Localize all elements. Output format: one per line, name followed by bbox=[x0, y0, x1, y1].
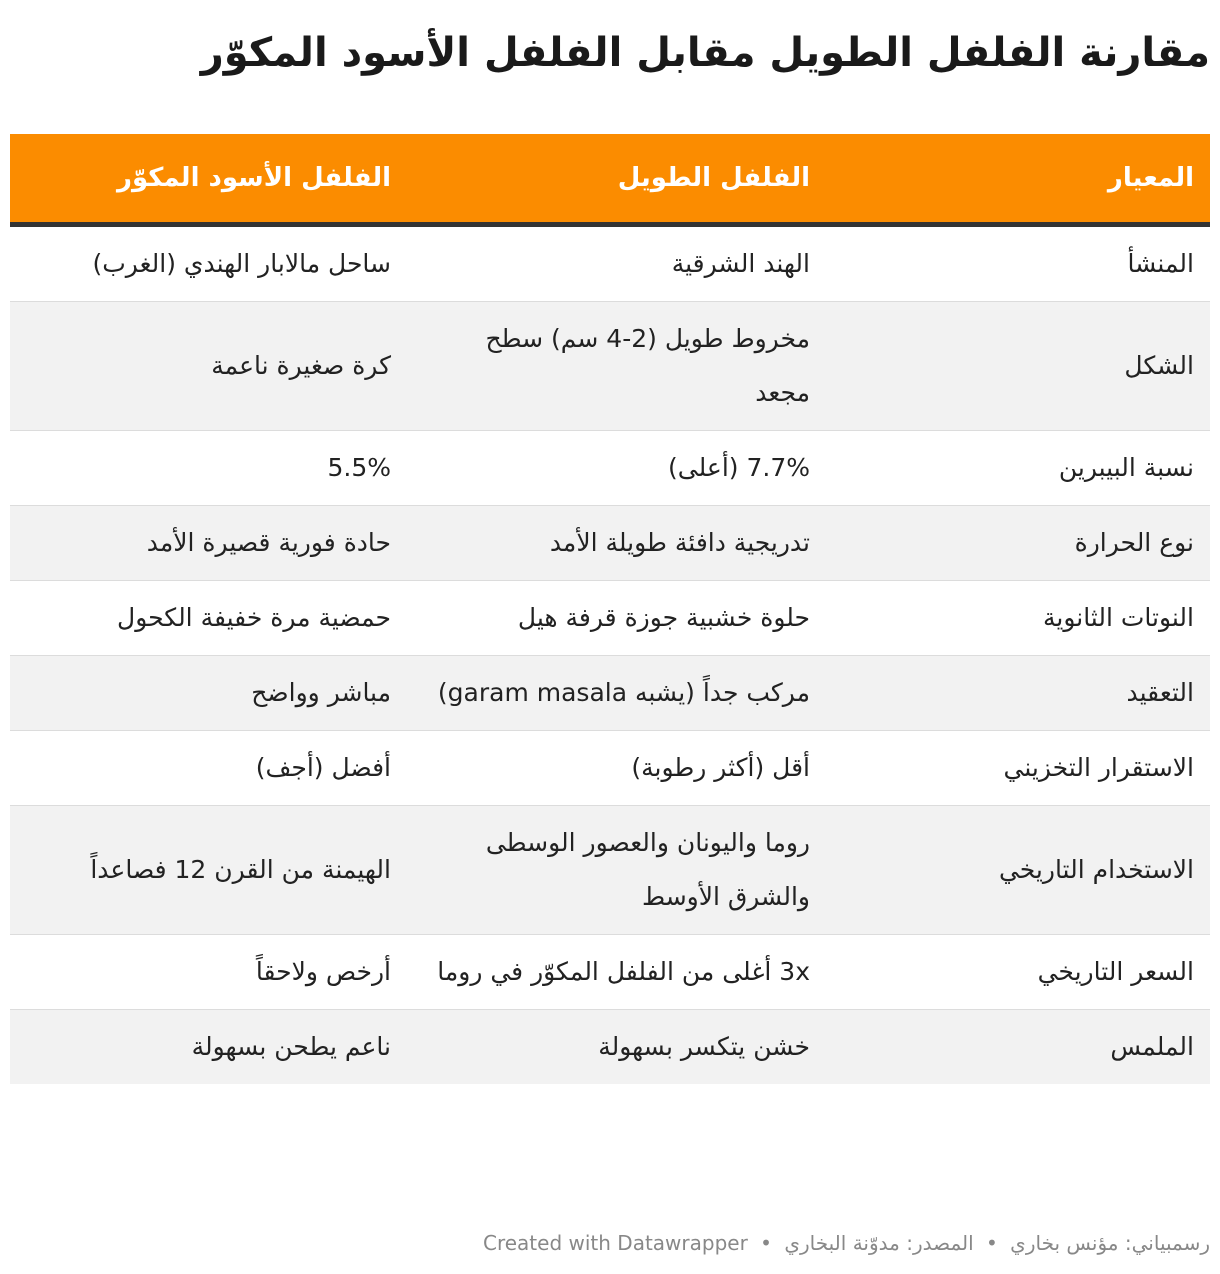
cell-long-pepper: مركب جداً (يشبه garam masala) bbox=[407, 656, 826, 731]
cell-criterion: النوتات الثانوية bbox=[826, 581, 1210, 656]
table-row bbox=[10, 302, 1210, 431]
table-row bbox=[10, 225, 1210, 302]
comparison-table bbox=[10, 134, 1210, 1084]
cell-black-pepper: حادة فورية قصيرة الأمد bbox=[10, 506, 407, 581]
cell-black-pepper: ناعم يطحن بسهولة bbox=[10, 1010, 407, 1085]
table-row bbox=[10, 431, 1210, 506]
cell-long-pepper: أقل (أكثر رطوبة) bbox=[407, 731, 826, 806]
cell-long-pepper: الهند الشرقية bbox=[407, 225, 826, 302]
table-row bbox=[10, 1010, 1210, 1085]
header-black-pepper: الفلفل الأسود المكوّر bbox=[10, 134, 407, 225]
cell-criterion: الشكل bbox=[826, 302, 1210, 431]
table-row bbox=[10, 731, 1210, 806]
header-long-pepper: الفلفل الطويل bbox=[407, 134, 826, 225]
header-criterion: المعيار bbox=[826, 134, 1210, 225]
footer-source: المصدر: مدوّنة البخاري bbox=[784, 1231, 974, 1255]
footer-separator: • bbox=[986, 1231, 998, 1255]
cell-long-pepper: 7.7% (أعلى) bbox=[407, 431, 826, 506]
table-row bbox=[10, 506, 1210, 581]
cell-black-pepper: أفضل (أجف) bbox=[10, 731, 407, 806]
footer-credit-link[interactable]: Created with Datawrapper bbox=[483, 1231, 748, 1255]
cell-long-pepper: 3x أغلى من الفلفل المكوّر في روما bbox=[407, 935, 826, 1010]
cell-criterion: المنشأ bbox=[826, 225, 1210, 302]
table-row bbox=[10, 656, 1210, 731]
cell-criterion: الاستقرار التخزيني bbox=[826, 731, 1210, 806]
cell-long-pepper: تدريجية دافئة طويلة الأمد bbox=[407, 506, 826, 581]
cell-black-pepper: الهيمنة من القرن 12 فصاعداً bbox=[10, 806, 407, 935]
table-header-row bbox=[10, 134, 1210, 225]
cell-criterion: نسبة البيبرين bbox=[826, 431, 1210, 506]
footer-separator: • bbox=[760, 1231, 772, 1255]
cell-criterion: الاستخدام التاريخي bbox=[826, 806, 1210, 935]
cell-long-pepper: خشن يتكسر بسهولة bbox=[407, 1010, 826, 1085]
cell-black-pepper: 5.5% bbox=[10, 431, 407, 506]
table-row bbox=[10, 581, 1210, 656]
table-row bbox=[10, 806, 1210, 935]
cell-long-pepper: مخروط طويل (2-4 سم) سطح مجعد bbox=[407, 302, 826, 431]
cell-long-pepper: حلوة خشبية جوزة قرفة هيل bbox=[407, 581, 826, 656]
cell-black-pepper: حمضية مرة خفيفة الكحول bbox=[10, 581, 407, 656]
cell-criterion: نوع الحرارة bbox=[826, 506, 1210, 581]
page-title: مقارنة الفلفل الطويل مقابل الفلفل الأسود المكوّر bbox=[200, 30, 1210, 76]
cell-black-pepper: كرة صغيرة ناعمة bbox=[10, 302, 407, 431]
cell-black-pepper: مباشر وواضح bbox=[10, 656, 407, 731]
cell-criterion: السعر التاريخي bbox=[826, 935, 1210, 1010]
cell-criterion: الملمس bbox=[826, 1010, 1210, 1085]
cell-criterion: التعقيد bbox=[826, 656, 1210, 731]
table-row bbox=[10, 935, 1210, 1010]
cell-black-pepper: أرخص ولاحقاً bbox=[10, 935, 407, 1010]
footer-designer: رسمبياني: مؤنس بخاري bbox=[1010, 1231, 1210, 1255]
chart-footer bbox=[10, 1229, 1210, 1257]
cell-long-pepper: روما واليونان والعصور الوسطى والشرق الأوسط bbox=[407, 806, 826, 935]
cell-black-pepper: ساحل مالابار الهندي (الغرب) bbox=[10, 225, 407, 302]
